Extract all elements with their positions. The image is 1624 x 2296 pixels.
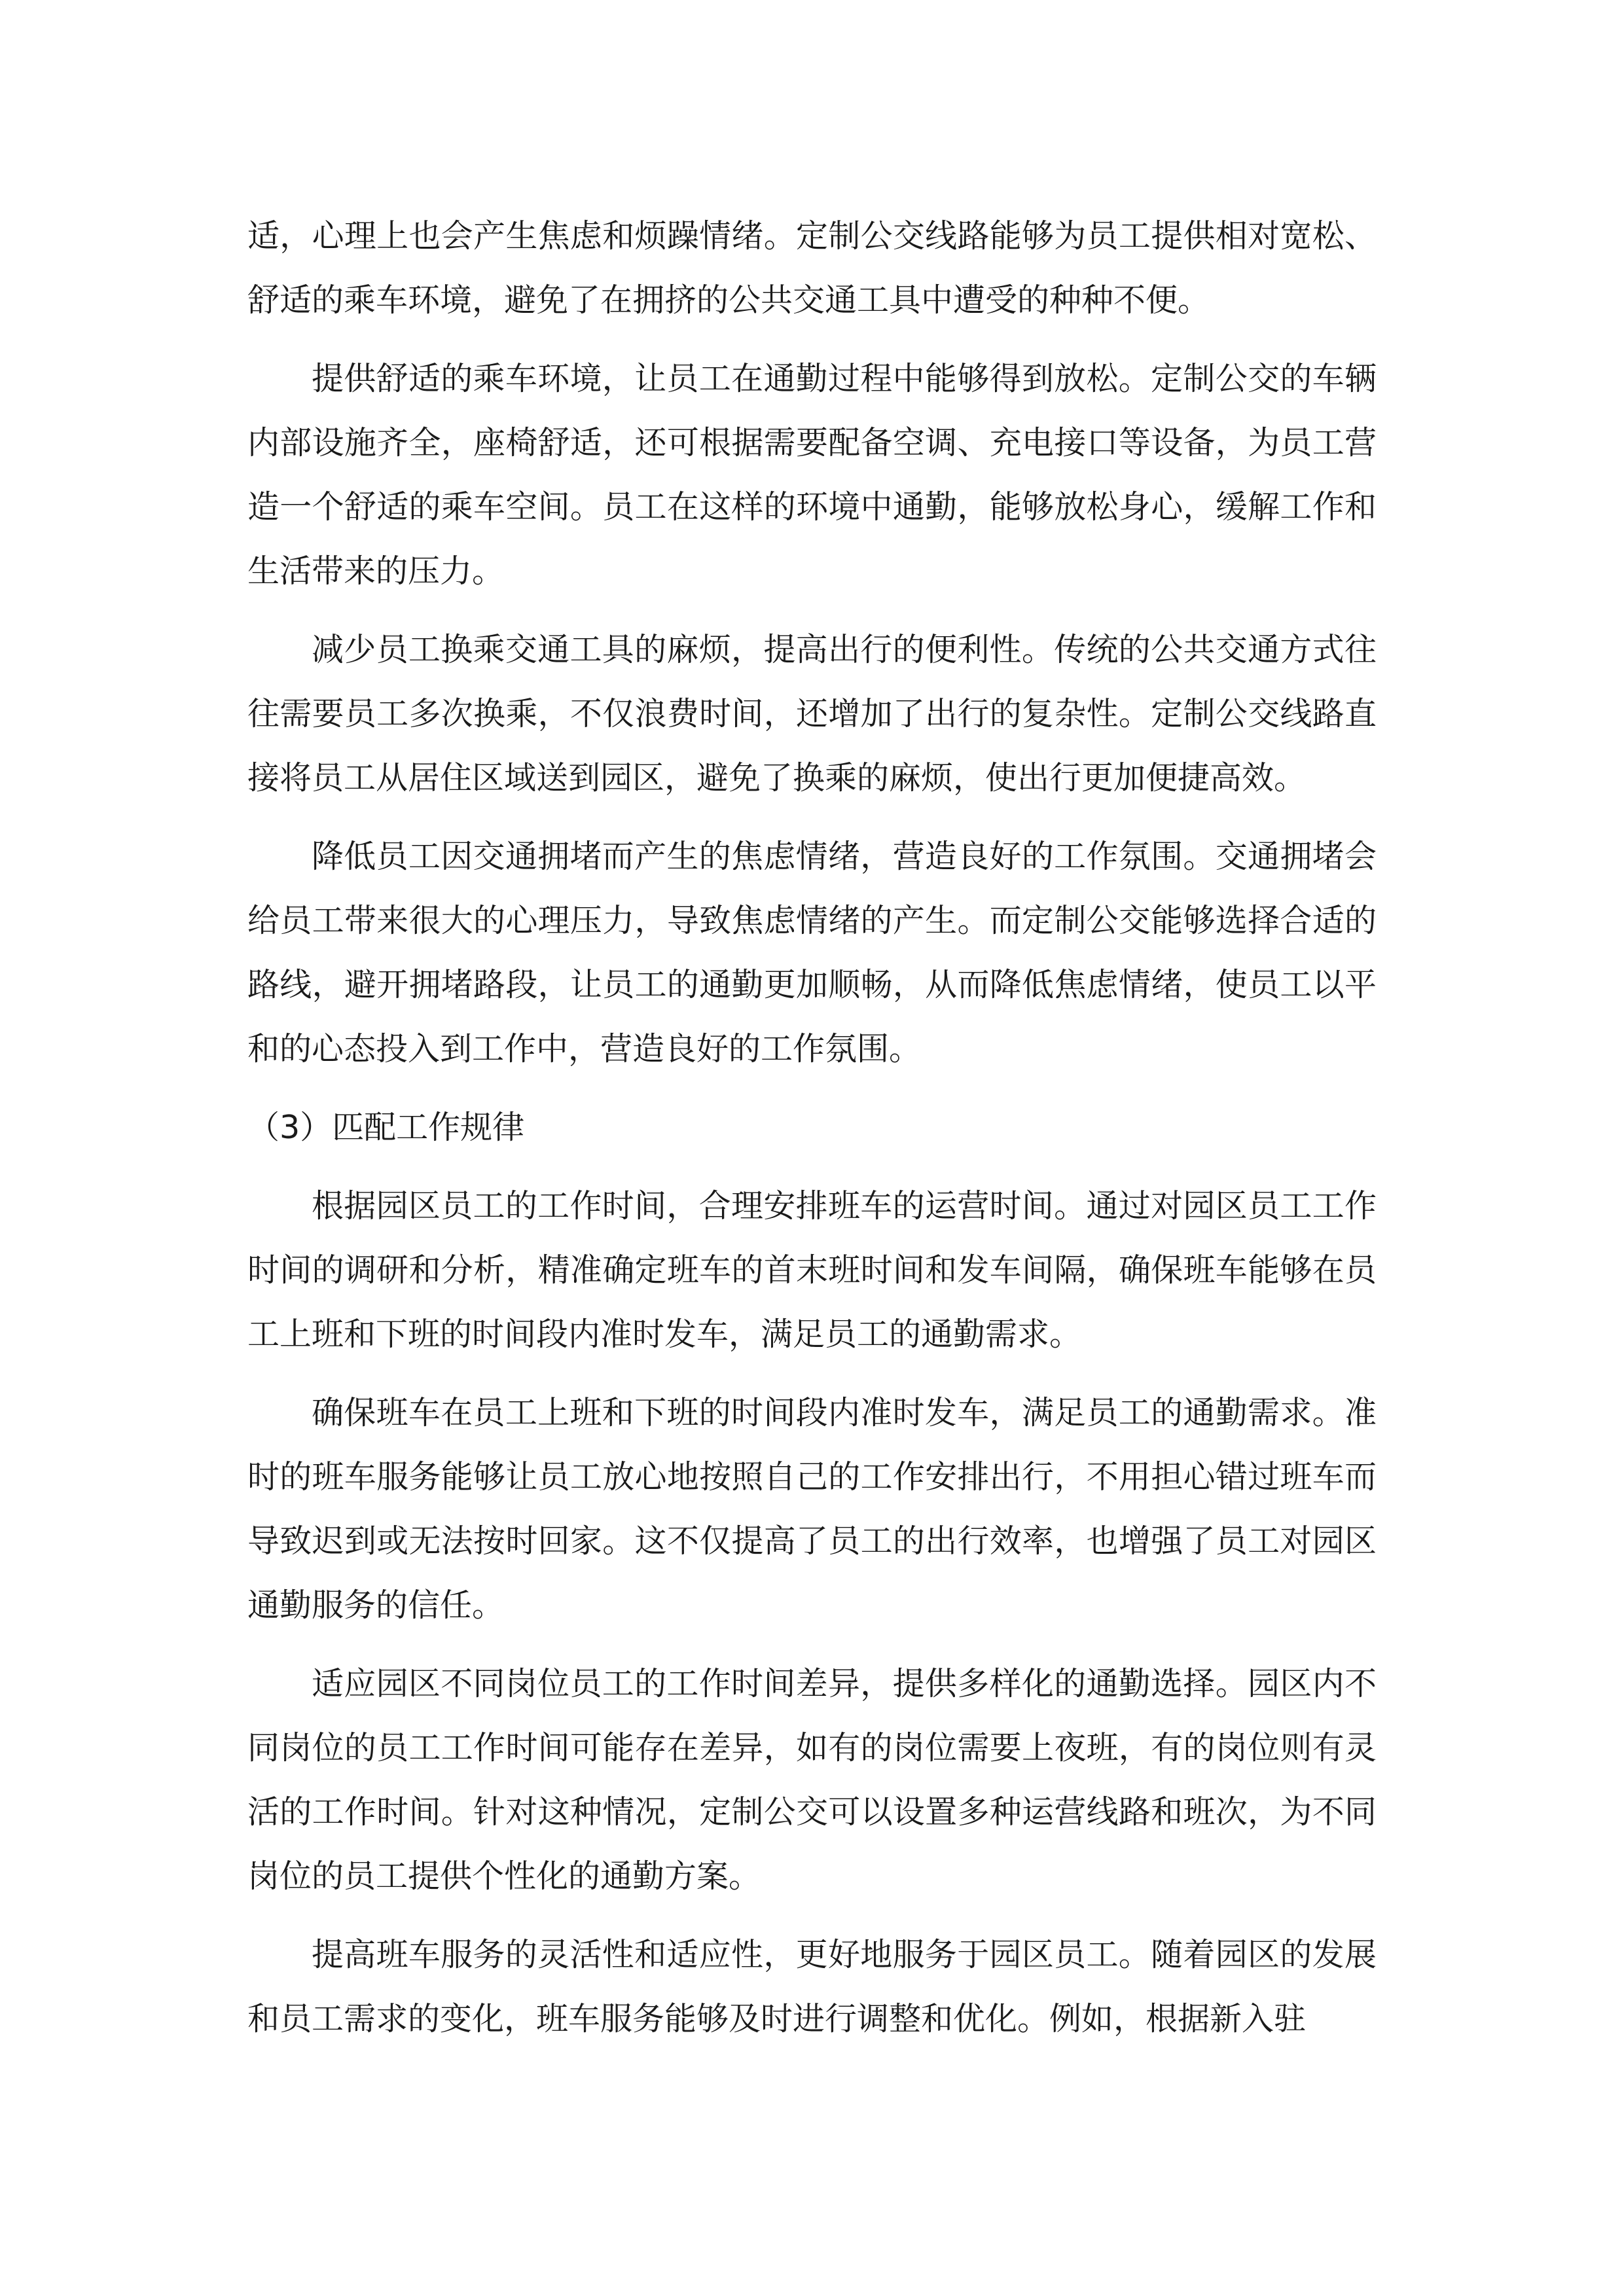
section-heading: （3）匹配工作规律 [247,1109,525,1146]
document-body [247,204,1377,2066]
paragraph-on-time-departure: 确保班车在员工上班和下班的时间段内准时发车，满足员工的通勤需求。准时的班车服务能够让员工放心地按照自己的工作安排出行，不用担心错过班车而导致迟到或无法按时回家。这不仅提高了员工的出行效率，也增强了员工对园区通勤服务的信任。 [247,1394,1377,1624]
paragraph-shift-differences: 适应园区不同岗位员工的工作时间差异，提供多样化的通勤选择。园区内不同岗位的员工工作时间可能存在差异，如有的岗位需要上夜班，有的岗位则有灵活的工作时间。针对这种情况，定制公交可以设置多种运营线路和班次，为不同岗位的员工提供个性化的通勤方案。 [247,1665,1377,1895]
paragraph-flexibility: 提高班车服务的灵活性和适应性，更好地服务于园区员工。随着园区的发展和员工需求的变化，班车服务能够及时进行调整和优化。例如，根据新入驻 [247,1936,1377,2037]
paragraph-reduce-transfers: 减少员工换乘交通工具的麻烦，提高出行的便利性。传统的公共交通方式往往需要员工多次换乘，不仅浪费时间，还增加了出行的复杂性。定制公交线路直接将员工从居住区域送到园区，避免了换乘的麻烦，使出行更加便捷高效。 [247,631,1377,797]
paragraph-continued: 适，心理上也会产生焦虑和烦躁情绪。定制公交线路能够为员工提供相对宽松、舒适的乘车环境，避免了在拥挤的公共交通工具中遭受的种种不便。 [247,217,1377,319]
paragraph-reduce-anxiety: 降低员工因交通拥堵而产生的焦虑情绪，营造良好的工作氛围。交通拥堵会给员工带来很大的心理压力，导致焦虑情绪的产生。而定制公交能够选择合适的路线，避开拥堵路段，让员工的通勤更加顺畅，从而降低焦虑情绪，使员工以平和的心态投入到工作中，营造良好的工作氛围。 [247,838,1377,1067]
paragraph-schedule-arrangement: 根据园区员工的工作时间，合理安排班车的运营时间。通过对园区员工工作时间的调研和分析，精准确定班车的首末班时间和发车间隔，确保班车能够在员工上班和下班的时间段内准时发车，满足员工的通勤需求。 [247,1187,1377,1353]
paragraph-comfortable-environment: 提供舒适的乘车环境，让员工在通勤过程中能够得到放松。定制公交的车辆内部设施齐全，座椅舒适，还可根据需要配备空调、充电接口等设备，为员工营造一个舒适的乘车空间。员工在这样的环境中通勤，能够放松身心，缓解工作和生活带来的压力。 [247,360,1377,590]
